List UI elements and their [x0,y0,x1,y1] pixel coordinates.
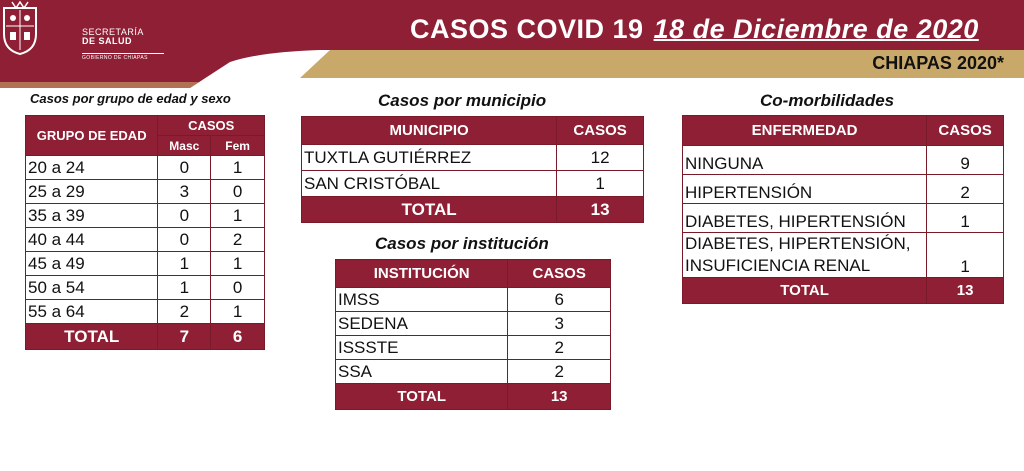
comorbidity-table [682,115,1004,304]
total-row [302,197,644,223]
institution-cell: SSA [336,360,508,384]
male-cell: 2 [158,300,211,324]
female-cell: 0 [211,180,265,204]
disease-cell [683,175,927,204]
institution-cell: IMSS [336,288,508,312]
male-cell: 0 [158,204,211,228]
total-row [336,384,611,410]
table-row [26,300,265,324]
title-date: 18 de Diciembre de 2020 [653,14,979,44]
total-row [26,324,265,350]
col-header-cases: CASOS [927,116,1004,146]
male-cell: 0 [158,156,211,180]
cases-cell: 12 [557,145,644,171]
disease-name: DIABETES, HIPERTENSIÓN [685,212,906,231]
disease-cell [683,233,927,278]
table-row [683,233,1004,278]
cases-cell: 2 [508,336,611,360]
col-header-cases: CASOS [557,117,644,145]
total-label: TOTAL [683,278,927,304]
cases-cell: 1 [927,233,1004,278]
female-cell: 2 [211,228,265,252]
col-header-municipality: MUNICIPIO [302,117,557,145]
table-row [26,156,265,180]
municipality-caption: Casos por municipio [378,91,547,110]
male-cell: 1 [158,252,211,276]
total-label: TOTAL [302,197,557,223]
cases-cell: 2 [927,175,1004,204]
table-row [26,204,265,228]
col-header-institution: INSTITUCIÓN [336,260,508,288]
municipality-cell: TUXTLA GUTIÉRREZ [302,145,557,171]
table-row [336,336,611,360]
table-row [26,228,265,252]
org-name [82,28,164,61]
cases-cell: 3 [508,312,611,336]
col-header-disease: ENFERMEDAD [683,116,927,146]
disease-name-line-2: INSUFICIENCIA RENAL [685,256,871,275]
header-banner [0,0,1024,90]
cases-cell: 9 [927,146,1004,175]
table-row [26,180,265,204]
disease-cell [683,204,927,233]
age-group-cell: 40 a 44 [26,228,158,252]
col-header-cases: CASOS [508,260,611,288]
disease-cell [683,146,927,175]
age-group-cell: 45 a 49 [26,252,158,276]
cases-cell: 2 [508,360,611,384]
cases-cell: 1 [557,171,644,197]
state-seal-icon [0,0,40,56]
disease-name: NINGUNA [685,154,764,173]
table-row [683,204,1004,233]
comorbidity-caption: Co-morbilidades [760,91,895,110]
table-row [26,276,265,300]
municipality-cell: SAN CRISTÓBAL [302,171,557,197]
female-cell: 0 [211,276,265,300]
cases-cell: 6 [508,288,611,312]
female-cell: 1 [211,204,265,228]
disease-name-line-1: DIABETES, HIPERTENSIÓN, [685,234,911,253]
region-label: CHIAPAS 2020* [872,53,1004,73]
institution-caption: Casos por institución [375,234,549,253]
total-cases: 13 [927,278,1004,304]
table-row [336,312,611,336]
table-row [336,288,611,312]
total-label: TOTAL [336,384,508,410]
female-cell: 1 [211,156,265,180]
org-line-2: DE SALUD [82,36,133,47]
total-male: 7 [158,324,211,350]
table-row [683,146,1004,175]
cases-cell: 1 [927,204,1004,233]
table-row [336,360,611,384]
institution-cell: ISSSTE [336,336,508,360]
institution-cell: SEDENA [336,312,508,336]
col-header-age-group: GRUPO DE EDAD [26,116,158,156]
age-group-cell: 50 a 54 [26,276,158,300]
title-text: CASOS COVID 19 [410,14,644,44]
age-group-cell: 20 a 24 [26,156,158,180]
total-label: TOTAL [26,324,158,350]
total-cases: 13 [508,384,611,410]
total-row [683,278,1004,304]
table-row [683,175,1004,204]
age-sex-caption: Casos por grupo de edad y sexo [30,91,231,106]
age-group-cell: 25 a 29 [26,180,158,204]
municipality-table [301,116,644,223]
female-cell: 1 [211,252,265,276]
table-row [26,252,265,276]
male-cell: 0 [158,228,211,252]
male-cell: 1 [158,276,211,300]
page-title [410,14,979,45]
table-row [302,171,644,197]
disease-name: HIPERTENSIÓN [685,183,813,202]
total-female: 6 [211,324,265,350]
total-cases: 13 [557,197,644,223]
col-header-male: Masc [158,136,211,156]
male-cell: 3 [158,180,211,204]
institution-table [335,259,611,410]
table-row [302,145,644,171]
col-header-female: Fem [211,136,265,156]
age-sex-table [25,115,265,350]
age-group-cell: 35 a 39 [26,204,158,228]
org-line-3: GOBIERNO DE CHIAPAS [82,53,164,61]
org-line-1: SECRETARÍA [82,27,144,37]
age-group-cell: 55 a 64 [26,300,158,324]
female-cell: 1 [211,300,265,324]
col-header-cases: CASOS [158,116,265,136]
